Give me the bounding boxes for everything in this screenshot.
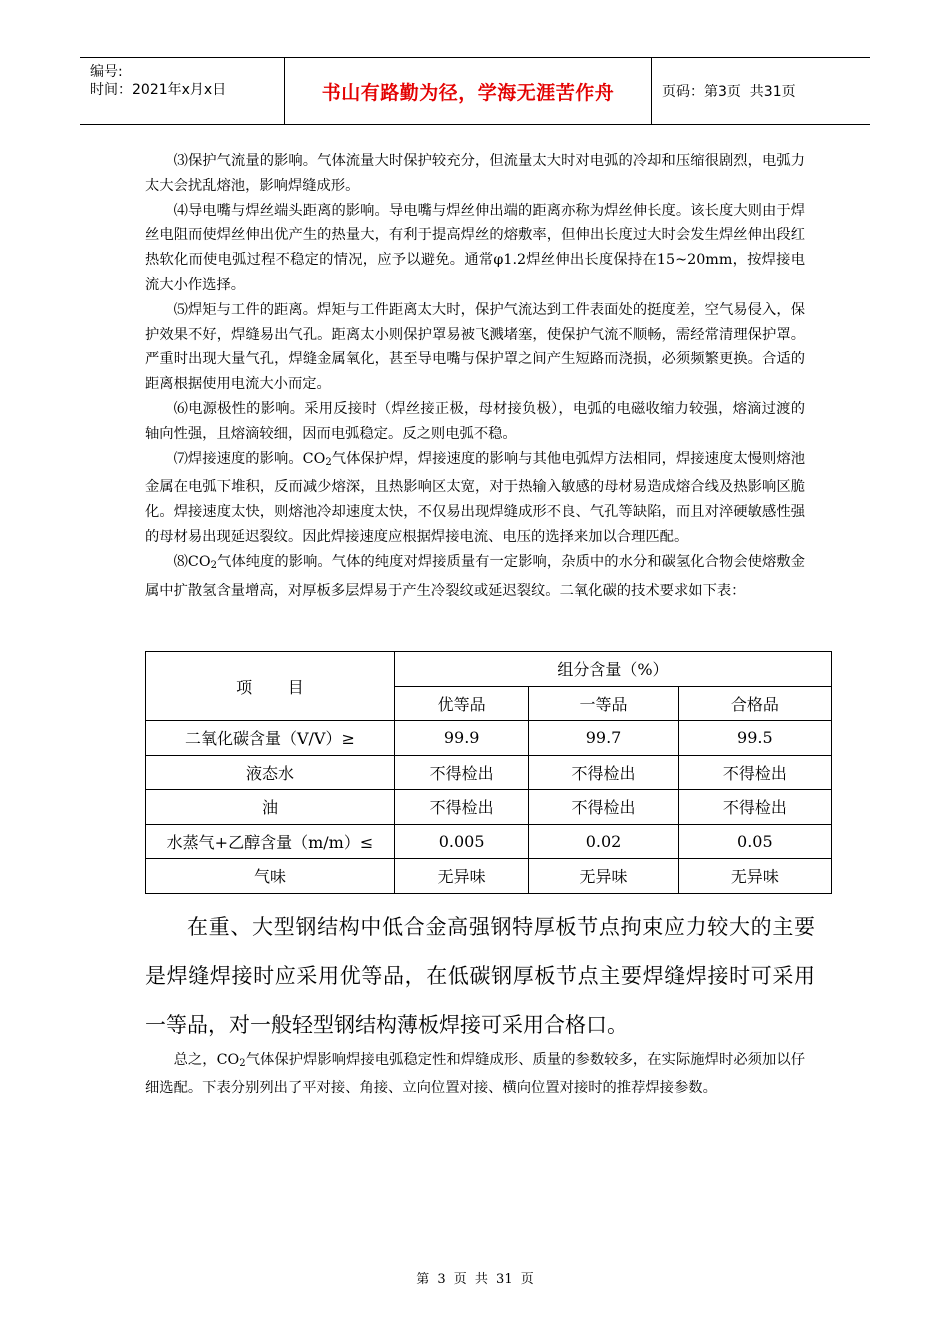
summary-section [145,1048,805,1100]
row-label: 液态水 [146,755,395,790]
table-cell: 不得检出 [529,755,678,790]
paragraph-torch-distance: ⑸焊矩与工件的距离。焊矩与工件距离太大时，保护气流达到工件表面处的挺度差，空气易侵入，保护效果不好，焊缝易出气孔。距离太小则保护罩易被飞溅堵塞，使保护气流不顺畅，需经常清理保护罩。严重时出现大量气孔，焊缝金属氧化，甚至导电嘴与保护罩之间产生短路而浇损，必须频繁更换。合适的距离根据使用电流大小而定。 [145,301,805,393]
motto-banner: 书山有路勤为径，学海无涯苦作舟 [285,58,652,124]
row-label: 气味 [146,859,395,894]
p7-subscript: 2 [325,456,332,468]
paragraph-polarity: ⑹电源极性的影响。采用反接时（焊丝接正极，母材接负极），电弧的电磁收缩力较强，熔滴过渡的轴向性强，且熔滴较细，因而电弧稳定。反之则电弧不稳。 [145,400,805,442]
table-cell: 99.9 [394,721,528,756]
paragraph-gas-purity [145,550,805,604]
p7-text-a: ⑺焊接速度的影响。CO [173,450,326,467]
table-header-row [146,652,832,687]
table-row [146,755,832,790]
row-label: 水蒸气+乙醇含量（m/m）≤ [146,824,395,859]
page-number-info [652,58,870,124]
body-paragraphs [145,149,805,603]
table-cell: 无异味 [529,859,678,894]
table-cell: 99.5 [678,721,831,756]
table-cell: 不得检出 [394,755,528,790]
grade-header: 合格品 [678,686,831,721]
table-cell: 无异味 [678,859,831,894]
table-row [146,721,832,756]
page-footer: 第 3 页 共 31 页 [416,1272,534,1287]
summary-text-b: 气体保护焊影响焊接电弧稳定性和焊缝成形、质量的参数较多，在实际施焊时必须加以仔细选配。下表分别列出了平对接、角接、立向位置对接、横向位置对接时的推荐焊接参数。 [145,1052,805,1096]
summary-paragraph [145,1048,805,1100]
table-row [146,859,832,894]
date-label: 时间：2021年x月x日 [90,82,227,98]
table-cell: 99.7 [529,721,678,756]
paragraph-nozzle-distance: ⑷导电嘴与焊丝端头距离的影响。导电嘴与焊丝伸出端的距离亦称为焊丝伸长度。该长度大则由于焊丝电阻而使焊丝伸出优产生的热量大，有利于提高焊丝的熔敷率，但伸出长度过大时会发生焊丝伸出段红热软化而使电弧过程不稳定的情况，应予以避免。通常φ1.2焊丝伸出长度保持在15~20mm，按焊接电流大小作选择。 [145,202,805,293]
table-cell: 无异味 [394,859,528,894]
table-cell: 0.02 [529,824,678,859]
row-label: 油 [146,790,395,825]
summary-text-a: 总之，CO [173,1052,240,1068]
grade-header: 优等品 [394,686,528,721]
paragraph-gas-flow: ⑶保护气流量的影响。气体流量大时保护较充分，但流量太大时对电弧的冷却和压缩很剧烈，电弧力太大会扰乱熔池，影响焊缝成形。 [145,153,805,194]
table-cell: 0.005 [394,824,528,859]
summary-subscript: 2 [239,1058,246,1069]
serial-number-label: 编号: [90,64,123,80]
table-row [146,824,832,859]
page-header [80,57,870,125]
large-paragraph: 在重、大型钢结构中低合金高强钢特厚板节点拘束应力较大的主要是焊缝焊接时应采用优等品，在低碳钢厚板节点主要焊缝焊接时可采用一等品，对一般轻型钢结构薄板焊接可采用合格口。 [145,915,815,1037]
table-row [146,790,832,825]
table-cell: 不得检出 [394,790,528,825]
p8-subscript: 2 [210,559,217,571]
grade-header: 一等品 [529,686,678,721]
co2-spec-table [145,651,832,894]
row-label: 二氧化碳含量（V/V）≥ [146,721,395,756]
table-cell: 不得检出 [529,790,678,825]
p8-text-b: 气体纯度的影响。气体的纯度对焊接质量有一定影响，杂质中的水分和碳氢化合物会使熔敷金属中扩散氢含量增高，对厚板多层焊易于产生冷裂纹或延迟裂纹。二氧化碳的技术要求如下表： [145,553,805,599]
grade-usage-paragraph [145,903,815,1050]
p7-text-b: 气体保护焊，焊接速度的影响与其他电弧焊方法相同，焊接速度太慢则熔池金属在电弧下堆积，反而减少熔深，且热影响区太宽，对于热输入敏感的母材易造成熔合线及热影响区脆化。焊接速度太快，则熔池冷却速度太快，不仅易出现焊缝成形不良、气孔等缺陷，而且对淬硬敏感性强的母材易出现延迟裂纹。因此焊接速度应根据焊接电流、电压的选择来加以合理匹配。 [145,450,805,545]
paragraph-welding-speed [145,447,805,550]
table-cell: 0.05 [678,824,831,859]
header-meta [80,58,285,124]
table-cell: 不得检出 [678,755,831,790]
table-cell: 不得检出 [678,790,831,825]
page-info-text: 页码：第3页 共31页 [662,84,796,100]
group-header: 组分含量（%） [394,652,831,687]
p8-text-a: ⑻CO [173,553,211,570]
item-header: 项 目 [146,652,395,721]
